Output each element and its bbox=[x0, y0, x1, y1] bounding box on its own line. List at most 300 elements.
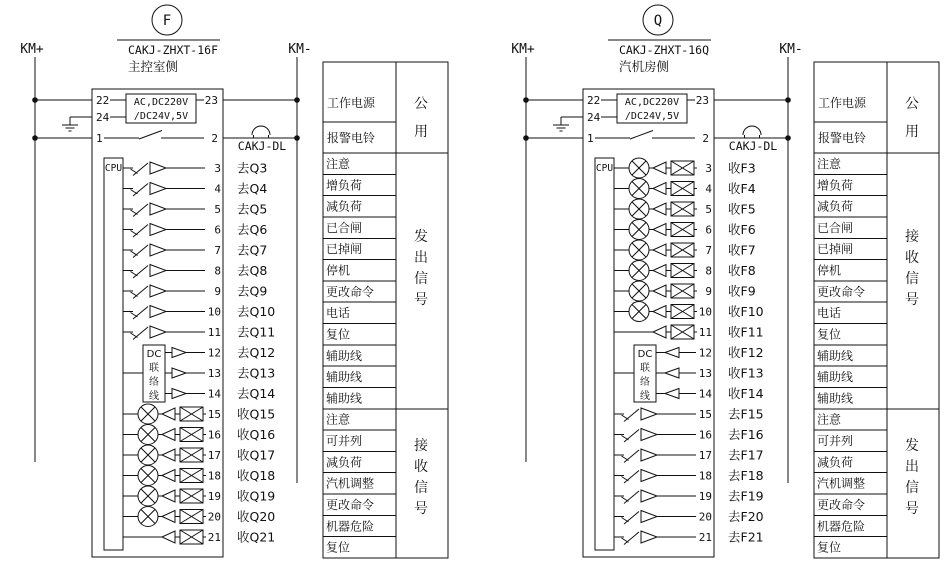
signal-row bbox=[614, 281, 756, 301]
contact-tail bbox=[131, 333, 138, 338]
contact-tail bbox=[131, 313, 138, 318]
amplifier-right-icon bbox=[150, 265, 166, 277]
bell-dome bbox=[252, 126, 270, 135]
signal-name: 可并列 bbox=[817, 434, 854, 449]
terminal-number: 16 bbox=[698, 428, 712, 442]
signal-name: 复位 bbox=[326, 540, 351, 555]
signal-name: 注意 bbox=[817, 156, 842, 171]
dc-link-label-char: 联 bbox=[149, 363, 159, 374]
device-model: CAKJ-ZHXT-16F bbox=[127, 43, 219, 57]
signal-row bbox=[165, 366, 275, 381]
amplifier-left-icon bbox=[653, 183, 666, 195]
device-model: CAKJ-ZHXT-16Q bbox=[618, 43, 710, 57]
cpu-label: CPU bbox=[595, 163, 614, 174]
signal-name: 工作电源 bbox=[818, 96, 867, 110]
amplifier-right-icon bbox=[150, 183, 166, 195]
lamp-icon bbox=[138, 445, 158, 465]
power-rating: /DC24V,5V bbox=[624, 111, 680, 122]
signal-row bbox=[123, 404, 275, 424]
terminal-number: 20 bbox=[698, 510, 712, 524]
wire-label: 去Q10 bbox=[237, 304, 276, 319]
signal-row bbox=[614, 489, 764, 504]
amplifier-left-icon bbox=[665, 348, 679, 358]
amplifier-right-icon bbox=[150, 244, 166, 256]
contact-tail bbox=[622, 456, 629, 461]
signal-name: 可并列 bbox=[326, 434, 363, 449]
wire-label: 收Q20 bbox=[237, 509, 276, 524]
signal-row bbox=[614, 325, 764, 340]
signal-name: 机器危险 bbox=[326, 519, 375, 534]
bell-icon bbox=[252, 126, 270, 138]
wire-label: 收F7 bbox=[728, 242, 756, 258]
amplifier-right-icon bbox=[150, 203, 166, 215]
switch-contact-icon bbox=[622, 471, 640, 484]
terminal-number: 8 bbox=[214, 264, 221, 278]
terminal-number: 17 bbox=[207, 449, 221, 462]
wire-label: 去Q4 bbox=[237, 181, 268, 196]
cpu-box bbox=[104, 158, 123, 550]
amplifier-left-icon bbox=[665, 368, 679, 378]
wire-label: 去Q7 bbox=[237, 242, 268, 258]
coupler-box-icon bbox=[180, 510, 203, 524]
signal-name: 减负荷 bbox=[326, 199, 363, 214]
contact-blade bbox=[624, 430, 639, 443]
signal-row bbox=[123, 202, 267, 217]
contact-blade bbox=[133, 204, 148, 217]
switch-contact-icon bbox=[131, 245, 149, 258]
bell-label: CAKJ-DL bbox=[728, 139, 778, 153]
device-tag: F bbox=[162, 13, 172, 29]
wire-label: 收F4 bbox=[728, 181, 756, 196]
switch-contact-icon bbox=[131, 327, 149, 340]
wire-label: 收F9 bbox=[728, 283, 756, 299]
signal-row bbox=[656, 386, 764, 401]
group-label-char: 出 bbox=[414, 250, 428, 266]
signal-row bbox=[614, 302, 764, 322]
cpu-box bbox=[595, 158, 614, 550]
contact-tail bbox=[131, 292, 138, 297]
signal-row bbox=[123, 466, 275, 486]
bus-plus-label: KM+ bbox=[20, 42, 44, 57]
terminal-number: 14 bbox=[207, 387, 221, 401]
signal-name: 已掉闸 bbox=[817, 242, 854, 257]
wire-label: 去F18 bbox=[728, 468, 764, 483]
bus-minus-label: KM- bbox=[288, 42, 312, 57]
lamp-icon bbox=[629, 302, 649, 322]
switch-contact-icon bbox=[131, 163, 149, 176]
wire-label: 收F11 bbox=[728, 324, 764, 340]
signal-row bbox=[123, 263, 267, 278]
dc-link-label-char: 联 bbox=[640, 363, 650, 374]
contact-tail bbox=[622, 477, 629, 482]
terminal-number: 11 bbox=[207, 326, 221, 339]
group-label-char: 信 bbox=[414, 271, 428, 287]
wire-label: 去Q6 bbox=[237, 222, 268, 237]
terminal-number: 9 bbox=[705, 285, 712, 298]
signal-name: 减负荷 bbox=[817, 199, 854, 214]
bell-label: CAKJ-DL bbox=[237, 139, 287, 153]
terminal-number: 24 bbox=[587, 111, 601, 124]
contact-blade bbox=[133, 184, 148, 197]
terminal-number: 1 bbox=[96, 132, 103, 145]
signal-name: 减负荷 bbox=[326, 455, 363, 470]
switch-contact-icon bbox=[131, 225, 149, 238]
amplifier-left-icon bbox=[653, 265, 666, 277]
wire-label: 去Q3 bbox=[237, 160, 268, 176]
wire-label: 去Q9 bbox=[237, 283, 268, 299]
signal-name: 报警电铃 bbox=[327, 131, 376, 145]
terminal-number: 16 bbox=[207, 428, 221, 442]
terminal-number: 22 bbox=[587, 94, 601, 107]
wire-label: 收F14 bbox=[728, 386, 764, 401]
signal-row bbox=[123, 181, 267, 196]
cpu-label: CPU bbox=[104, 163, 123, 174]
wire-label: 收Q18 bbox=[237, 468, 276, 483]
signal-row bbox=[614, 199, 756, 219]
terminal-number: 5 bbox=[705, 203, 712, 216]
contact-tail bbox=[622, 415, 629, 420]
signal-row bbox=[123, 486, 275, 506]
wire-label: 去F15 bbox=[728, 406, 764, 422]
group-label-char: 接 bbox=[905, 229, 919, 245]
amplifier-right-icon bbox=[641, 408, 657, 420]
wire-label: 去F16 bbox=[728, 427, 764, 442]
terminal-number: 18 bbox=[207, 469, 221, 483]
coupler-box-icon bbox=[671, 243, 694, 257]
device-tag: Q bbox=[653, 13, 663, 29]
signal-name: 停机 bbox=[326, 263, 351, 278]
terminal-number: 9 bbox=[214, 285, 221, 298]
amplifier-right-icon bbox=[150, 224, 166, 236]
panel-master-control-room-side bbox=[20, 5, 448, 558]
wire-label: 去F21 bbox=[728, 529, 764, 545]
signal-row bbox=[123, 161, 267, 176]
signal-name: 已掉闸 bbox=[326, 242, 363, 257]
signal-name: 复位 bbox=[817, 540, 842, 555]
dc-link-label-char: DC bbox=[637, 349, 653, 360]
terminal-number: 6 bbox=[214, 223, 221, 237]
power-rating: AC,DC220V bbox=[624, 97, 680, 108]
signal-name: 复位 bbox=[817, 327, 842, 342]
knife-switch-icon bbox=[630, 131, 653, 140]
terminal-number: 21 bbox=[207, 531, 221, 544]
wire-label: 收F12 bbox=[728, 345, 764, 360]
contact-tail bbox=[131, 210, 138, 215]
terminal-number: 20 bbox=[207, 510, 221, 524]
wire-label: 收F13 bbox=[728, 365, 764, 381]
wire-label: 收Q17 bbox=[237, 447, 276, 463]
contact-blade bbox=[133, 307, 148, 320]
terminal-number: 11 bbox=[698, 326, 712, 339]
contact-tail bbox=[131, 272, 138, 277]
amplifier-right-icon bbox=[641, 429, 657, 441]
signal-name: 停机 bbox=[817, 263, 842, 278]
wire-label: 去Q5 bbox=[237, 201, 268, 217]
group-label-char: 出 bbox=[905, 459, 919, 475]
group-label-char: 发 bbox=[905, 438, 919, 454]
group-label-char: 号 bbox=[414, 292, 428, 308]
signal-row bbox=[165, 386, 275, 401]
signal-name: 更改命令 bbox=[326, 284, 375, 299]
signal-row bbox=[614, 407, 764, 422]
amplifier-right-icon bbox=[641, 470, 657, 482]
contact-blade bbox=[133, 327, 148, 340]
terminal-number: 18 bbox=[698, 469, 712, 483]
wire-label: 收F8 bbox=[728, 263, 756, 278]
amplifier-right-icon bbox=[150, 306, 166, 318]
amplifier-right-icon bbox=[641, 490, 657, 502]
terminal-number: 13 bbox=[207, 367, 221, 380]
wire-label: 收Q21 bbox=[237, 529, 276, 545]
terminal-number: 7 bbox=[705, 244, 712, 257]
signal-name: 汽机调整 bbox=[326, 476, 375, 491]
contact-blade bbox=[624, 471, 639, 484]
coupler-box-icon bbox=[671, 264, 694, 278]
terminal-number: 23 bbox=[695, 94, 709, 107]
switch-contact-icon bbox=[622, 430, 640, 443]
terminal-number: 1 bbox=[587, 132, 594, 145]
signal-row bbox=[123, 304, 275, 319]
signal-row bbox=[123, 284, 267, 299]
wire-label: 去Q8 bbox=[237, 263, 268, 278]
signal-row bbox=[614, 448, 764, 463]
signal-name: 电话 bbox=[326, 306, 351, 321]
coupler-box-icon bbox=[180, 469, 203, 483]
terminal-number: 24 bbox=[96, 111, 110, 124]
group-label-char: 接 bbox=[414, 438, 428, 454]
terminal-number: 15 bbox=[207, 408, 221, 421]
wire-label: 去Q11 bbox=[237, 324, 276, 340]
signal-name: 工作电源 bbox=[327, 96, 376, 110]
knife-switch-icon bbox=[139, 131, 162, 140]
coupler-box-icon bbox=[180, 530, 203, 544]
signal-row bbox=[123, 507, 275, 527]
signal-row bbox=[123, 325, 275, 340]
contact-tail bbox=[622, 436, 629, 441]
contact-blade bbox=[624, 532, 639, 545]
power-rating: AC,DC220V bbox=[133, 97, 189, 108]
signal-name: 辅助线 bbox=[326, 348, 363, 363]
switch-contact-icon bbox=[622, 512, 640, 525]
wire-label: 收F5 bbox=[728, 201, 756, 217]
amplifier-left-icon bbox=[162, 429, 175, 441]
contact-tail bbox=[622, 497, 629, 502]
panel-turbine-house-side bbox=[511, 5, 939, 558]
wire-label: 收Q15 bbox=[237, 406, 276, 422]
wire-label: 去Q12 bbox=[237, 345, 276, 360]
dc-link-label-char: 络 bbox=[640, 377, 650, 388]
coupler-box-icon bbox=[671, 202, 694, 216]
signal-name: 辅助线 bbox=[326, 391, 363, 406]
signal-name: 注意 bbox=[326, 412, 351, 427]
signal-name: 电话 bbox=[817, 306, 842, 321]
terminal-number: 3 bbox=[705, 162, 712, 175]
amplifier-left-icon bbox=[665, 389, 679, 399]
signal-name: 增负荷 bbox=[326, 178, 363, 193]
coupler-box-icon bbox=[180, 407, 203, 421]
terminal-number: 4 bbox=[705, 182, 712, 196]
lamp-icon bbox=[138, 425, 158, 445]
amplifier-right-icon bbox=[150, 326, 166, 338]
contact-blade bbox=[624, 450, 639, 463]
group-label-char: 用 bbox=[905, 124, 919, 140]
lamp-icon bbox=[629, 240, 649, 260]
switch-contact-icon bbox=[622, 409, 640, 422]
signal-row bbox=[656, 345, 764, 360]
signal-name: 减负荷 bbox=[817, 455, 854, 470]
wire-label: 去Q13 bbox=[237, 365, 276, 381]
signal-name: 辅助线 bbox=[817, 370, 854, 385]
contact-blade bbox=[133, 163, 148, 176]
signal-name: 更改命令 bbox=[817, 498, 866, 513]
lamp-icon bbox=[629, 261, 649, 281]
amplifier-left-icon bbox=[653, 326, 666, 338]
signal-name: 辅助线 bbox=[326, 370, 363, 385]
amplifier-right-icon bbox=[641, 449, 657, 461]
terminal-number: 4 bbox=[214, 182, 221, 196]
terminal-number: 19 bbox=[698, 490, 712, 503]
group-label-char: 收 bbox=[414, 459, 428, 475]
group-label-char: 信 bbox=[905, 480, 919, 496]
amplifier-left-icon bbox=[653, 224, 666, 236]
signal-name: 辅助线 bbox=[817, 391, 854, 406]
amplifier-left-icon bbox=[162, 490, 175, 502]
signal-row bbox=[614, 158, 756, 178]
amplifier-left-icon bbox=[653, 203, 666, 215]
amplifier-left-icon bbox=[162, 449, 175, 461]
device-box bbox=[583, 89, 714, 557]
signal-row bbox=[123, 243, 267, 258]
bus-minus-label: KM- bbox=[779, 42, 803, 57]
terminal-number: 7 bbox=[214, 244, 221, 257]
switch-contact-icon bbox=[131, 184, 149, 197]
contact-blade bbox=[624, 491, 639, 504]
terminal-number: 12 bbox=[207, 346, 221, 360]
contact-blade bbox=[624, 409, 639, 422]
terminal-number: 14 bbox=[698, 387, 712, 401]
contact-tail bbox=[131, 169, 138, 174]
amplifier-left-icon bbox=[162, 511, 175, 523]
signal-name: 复位 bbox=[326, 327, 351, 342]
wire-label: 收F6 bbox=[728, 222, 756, 237]
terminal-number: 19 bbox=[207, 490, 221, 503]
lamp-icon bbox=[138, 404, 158, 424]
group-label-char: 信 bbox=[905, 271, 919, 287]
terminal-number: 5 bbox=[214, 203, 221, 216]
amplifier-left-icon bbox=[653, 285, 666, 297]
signal-name: 已合闸 bbox=[326, 220, 363, 235]
group-label-char: 号 bbox=[905, 292, 919, 308]
signal-row bbox=[123, 445, 275, 465]
bus-plus-label: KM+ bbox=[511, 42, 535, 57]
amplifier-left-icon bbox=[653, 244, 666, 256]
group-label-char: 公 bbox=[414, 96, 428, 112]
device-location: 汽机房侧 bbox=[619, 59, 670, 74]
signal-row bbox=[614, 240, 756, 260]
signal-row bbox=[123, 425, 275, 445]
signal-table bbox=[814, 62, 939, 558]
lamp-icon bbox=[629, 199, 649, 219]
wire-label: 收F3 bbox=[728, 160, 756, 176]
ground-icon bbox=[553, 117, 569, 131]
coupler-box-icon bbox=[671, 161, 694, 175]
signal-row bbox=[614, 220, 756, 240]
signal-row bbox=[614, 509, 764, 524]
group-label-char: 公 bbox=[905, 96, 919, 112]
coupler-box-icon bbox=[671, 325, 694, 339]
switch-contact-icon bbox=[622, 491, 640, 504]
coupler-box-icon bbox=[671, 182, 694, 196]
switch-contact-icon bbox=[131, 266, 149, 279]
contact-blade bbox=[133, 286, 148, 299]
signal-name: 机器危险 bbox=[817, 519, 866, 534]
switch-contact-icon bbox=[622, 450, 640, 463]
terminal-number: 12 bbox=[698, 346, 712, 360]
switch-contact-icon bbox=[131, 307, 149, 320]
contact-tail bbox=[622, 538, 629, 543]
signal-row bbox=[614, 468, 764, 483]
terminal-number: 10 bbox=[207, 305, 221, 319]
wire-label: 去F19 bbox=[728, 488, 764, 504]
ground-icon bbox=[62, 117, 78, 131]
coupler-box-icon bbox=[671, 223, 694, 237]
contact-tail bbox=[131, 231, 138, 236]
group-label-char: 收 bbox=[905, 250, 919, 266]
group-label-char: 号 bbox=[414, 501, 428, 517]
signal-name: 注意 bbox=[326, 156, 351, 171]
signal-row bbox=[614, 261, 756, 281]
contact-tail bbox=[131, 251, 138, 256]
terminal-number: 13 bbox=[698, 367, 712, 380]
amplifier-right-icon bbox=[172, 368, 186, 378]
wire-label: 去Q14 bbox=[237, 386, 276, 401]
amplifier-left-icon bbox=[162, 408, 175, 420]
terminal-number: 2 bbox=[211, 132, 218, 145]
signal-row bbox=[165, 345, 275, 360]
dc-link-label-char: 线 bbox=[149, 391, 159, 402]
bell-dome bbox=[743, 126, 761, 135]
coupler-box-icon bbox=[671, 284, 694, 298]
terminal-number: 10 bbox=[698, 305, 712, 319]
terminal-number: 21 bbox=[698, 531, 712, 544]
amplifier-right-icon bbox=[641, 511, 657, 523]
amplifier-left-icon bbox=[653, 306, 666, 318]
terminal-number: 23 bbox=[204, 94, 218, 107]
contact-tail bbox=[131, 190, 138, 195]
amplifier-left-icon bbox=[162, 470, 175, 482]
lamp-icon bbox=[138, 466, 158, 486]
wire-label: 收Q19 bbox=[237, 488, 276, 504]
signal-row bbox=[614, 179, 756, 199]
terminal-number: 22 bbox=[96, 94, 110, 107]
signal-name: 更改命令 bbox=[817, 284, 866, 299]
terminal-number: 2 bbox=[702, 132, 709, 145]
amplifier-left-icon bbox=[653, 162, 666, 174]
signal-row bbox=[123, 222, 267, 237]
contact-blade bbox=[133, 245, 148, 258]
dc-link-label-char: 络 bbox=[149, 377, 159, 388]
switch-contact-icon bbox=[131, 286, 149, 299]
coupler-box-icon bbox=[671, 305, 694, 319]
wire-label: 去F20 bbox=[728, 509, 764, 524]
device-box bbox=[92, 89, 223, 557]
signal-name: 已合闸 bbox=[817, 220, 854, 235]
lamp-icon bbox=[629, 158, 649, 178]
contact-blade bbox=[133, 266, 148, 279]
lamp-icon bbox=[629, 220, 649, 240]
contact-blade bbox=[133, 225, 148, 238]
amplifier-right-icon bbox=[150, 162, 166, 174]
